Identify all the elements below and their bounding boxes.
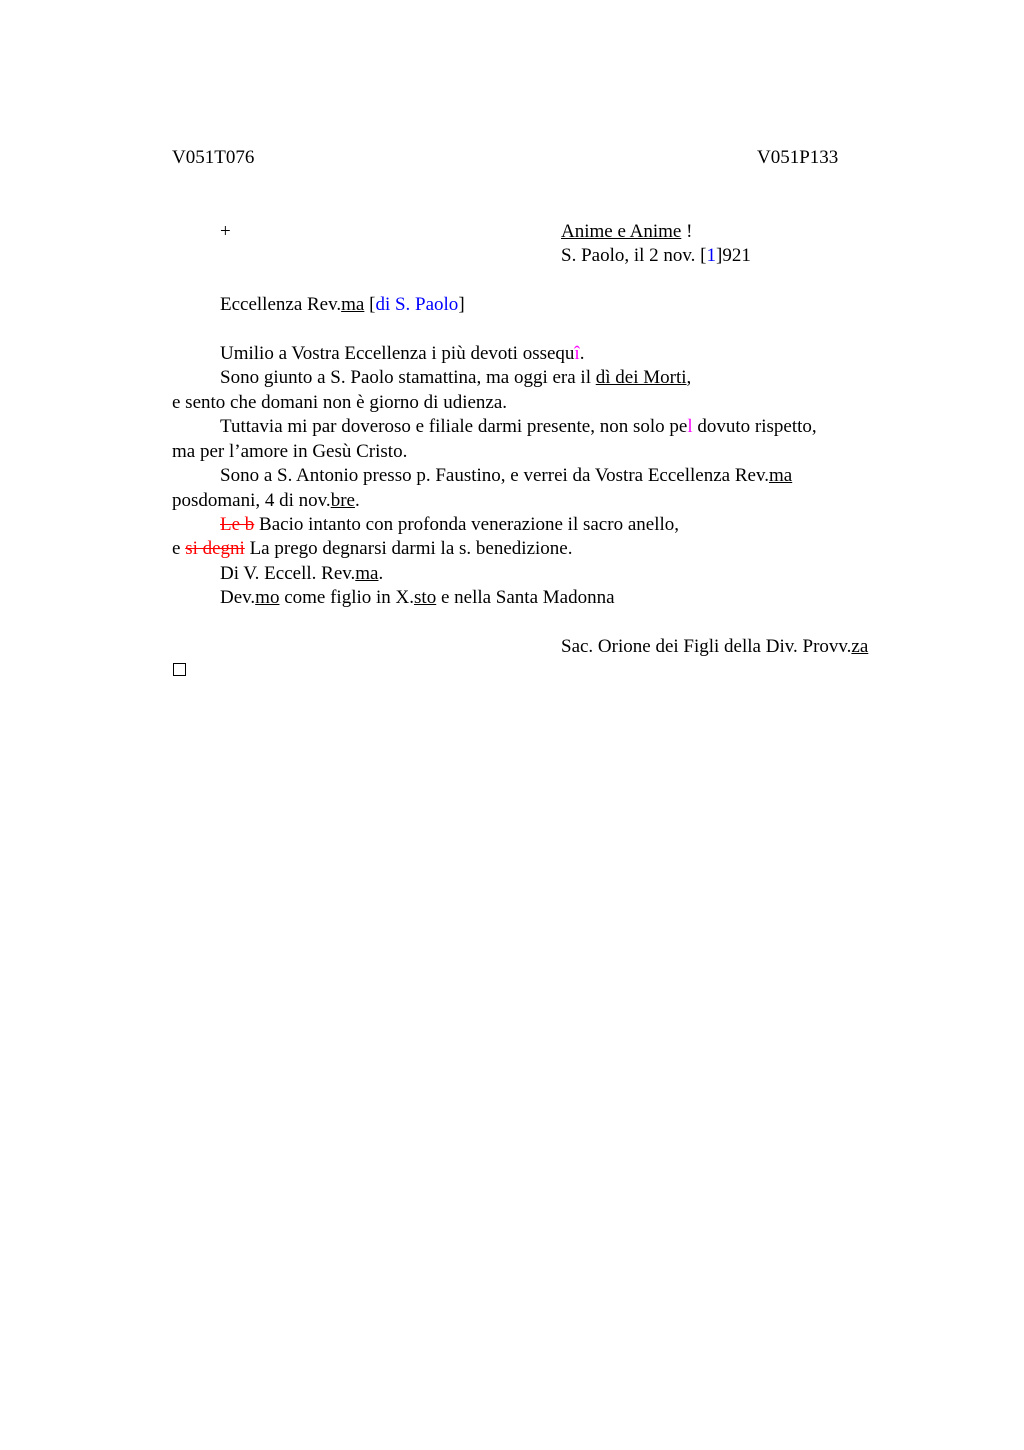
salutation-abbr: ma [341, 294, 365, 315]
cross-symbol: + [220, 221, 231, 242]
body-line-11-start: Dev. [220, 587, 256, 608]
body-line-4-end: dovuto rispetto, [692, 416, 817, 437]
salutation-prefix: Eccellenza Rev. [220, 294, 342, 315]
body-line-4-mark: l [687, 416, 693, 437]
salutation-addressee: di S. Paolo [375, 294, 459, 315]
body-line-11-mid: come figlio in X. [279, 587, 415, 608]
body-line-3: e sento che domani non è giorno di udienza. [172, 392, 508, 413]
body-line-10-end: . [378, 563, 384, 584]
place-date-digit: 1 [706, 245, 716, 266]
salutation-bracket-open: [ [364, 294, 376, 315]
motto-text: Animе e Anime [561, 221, 682, 242]
body-line-11-end: e nella Santa Madonna [436, 587, 615, 608]
body-line-4 [220, 415, 817, 439]
motto [561, 220, 692, 244]
body-line-9 [172, 537, 572, 561]
body-line-9-deleted: si degni [185, 538, 245, 559]
document-code-left: V051T076 [172, 147, 255, 168]
body-line-9-start: e [172, 538, 186, 559]
body-line-8-text: Bacio intanto con profonda venerazione il sacro anello, [254, 514, 679, 535]
body-line-7 [172, 489, 360, 513]
body-line-11-underlined-2: sto [414, 587, 437, 608]
place-date-before: S. Paolo, il 2 nov. [ [561, 245, 707, 266]
body-line-2-end: , [686, 367, 692, 388]
body-line-2-text: Sono giunto a S. Paolo stamattina, ma oggi era il [220, 367, 596, 388]
body-line-1-text: Umilio a Vostra Eccellenza i più devoti ossequ [220, 343, 575, 364]
signature-text: Sac. Orione dei Figli della Div. Provv. [561, 636, 852, 657]
body-line-2-underlined: dì dei Morti [595, 367, 687, 388]
body-line-1-end: . [579, 343, 585, 364]
motto-suffix: ! [681, 221, 693, 242]
signature-underlined: za [851, 636, 869, 657]
signature [561, 635, 868, 659]
body-line-10 [220, 562, 383, 586]
document-code-right: V051P133 [757, 147, 839, 168]
body-line-5: ma per l’amore in Gesù Cristo. [172, 441, 408, 462]
place-date-after: ]921 [716, 245, 751, 266]
body-line-2 [220, 366, 691, 390]
body-line-4-text: Tuttavia mi par doveroso e filiale darmi presente, non solo pe [220, 416, 688, 437]
body-line-6-text: Sono a S. Antonio presso p. Faustino, e verrei da Vostra Eccellenza Rev. [220, 465, 769, 486]
place-date [561, 244, 751, 268]
body-line-6 [220, 464, 792, 488]
salutation [220, 293, 465, 317]
body-line-7-end: . [354, 490, 360, 511]
body-line-1 [220, 342, 584, 366]
body-line-10-underlined: ma [355, 563, 379, 584]
body-line-7-text: posdomani, 4 di nov. [172, 490, 331, 511]
body-line-1-mark: î [574, 343, 580, 364]
body-line-7-underlined: bre [330, 490, 355, 511]
body-line-10-text: Di V. Eccell. Rev. [220, 563, 356, 584]
body-line-8-deleted: Le b [220, 514, 255, 535]
body-line-8 [220, 513, 679, 537]
end-marker-square [173, 663, 186, 676]
salutation-bracket-close: ] [458, 294, 465, 315]
body-line-6-underlined: ma [768, 465, 793, 486]
body-line-9-text: La prego degnarsi darmi la s. benedizione. [244, 538, 573, 559]
body-line-11-underlined-1: mo [255, 587, 280, 608]
body-line-11 [220, 586, 615, 610]
